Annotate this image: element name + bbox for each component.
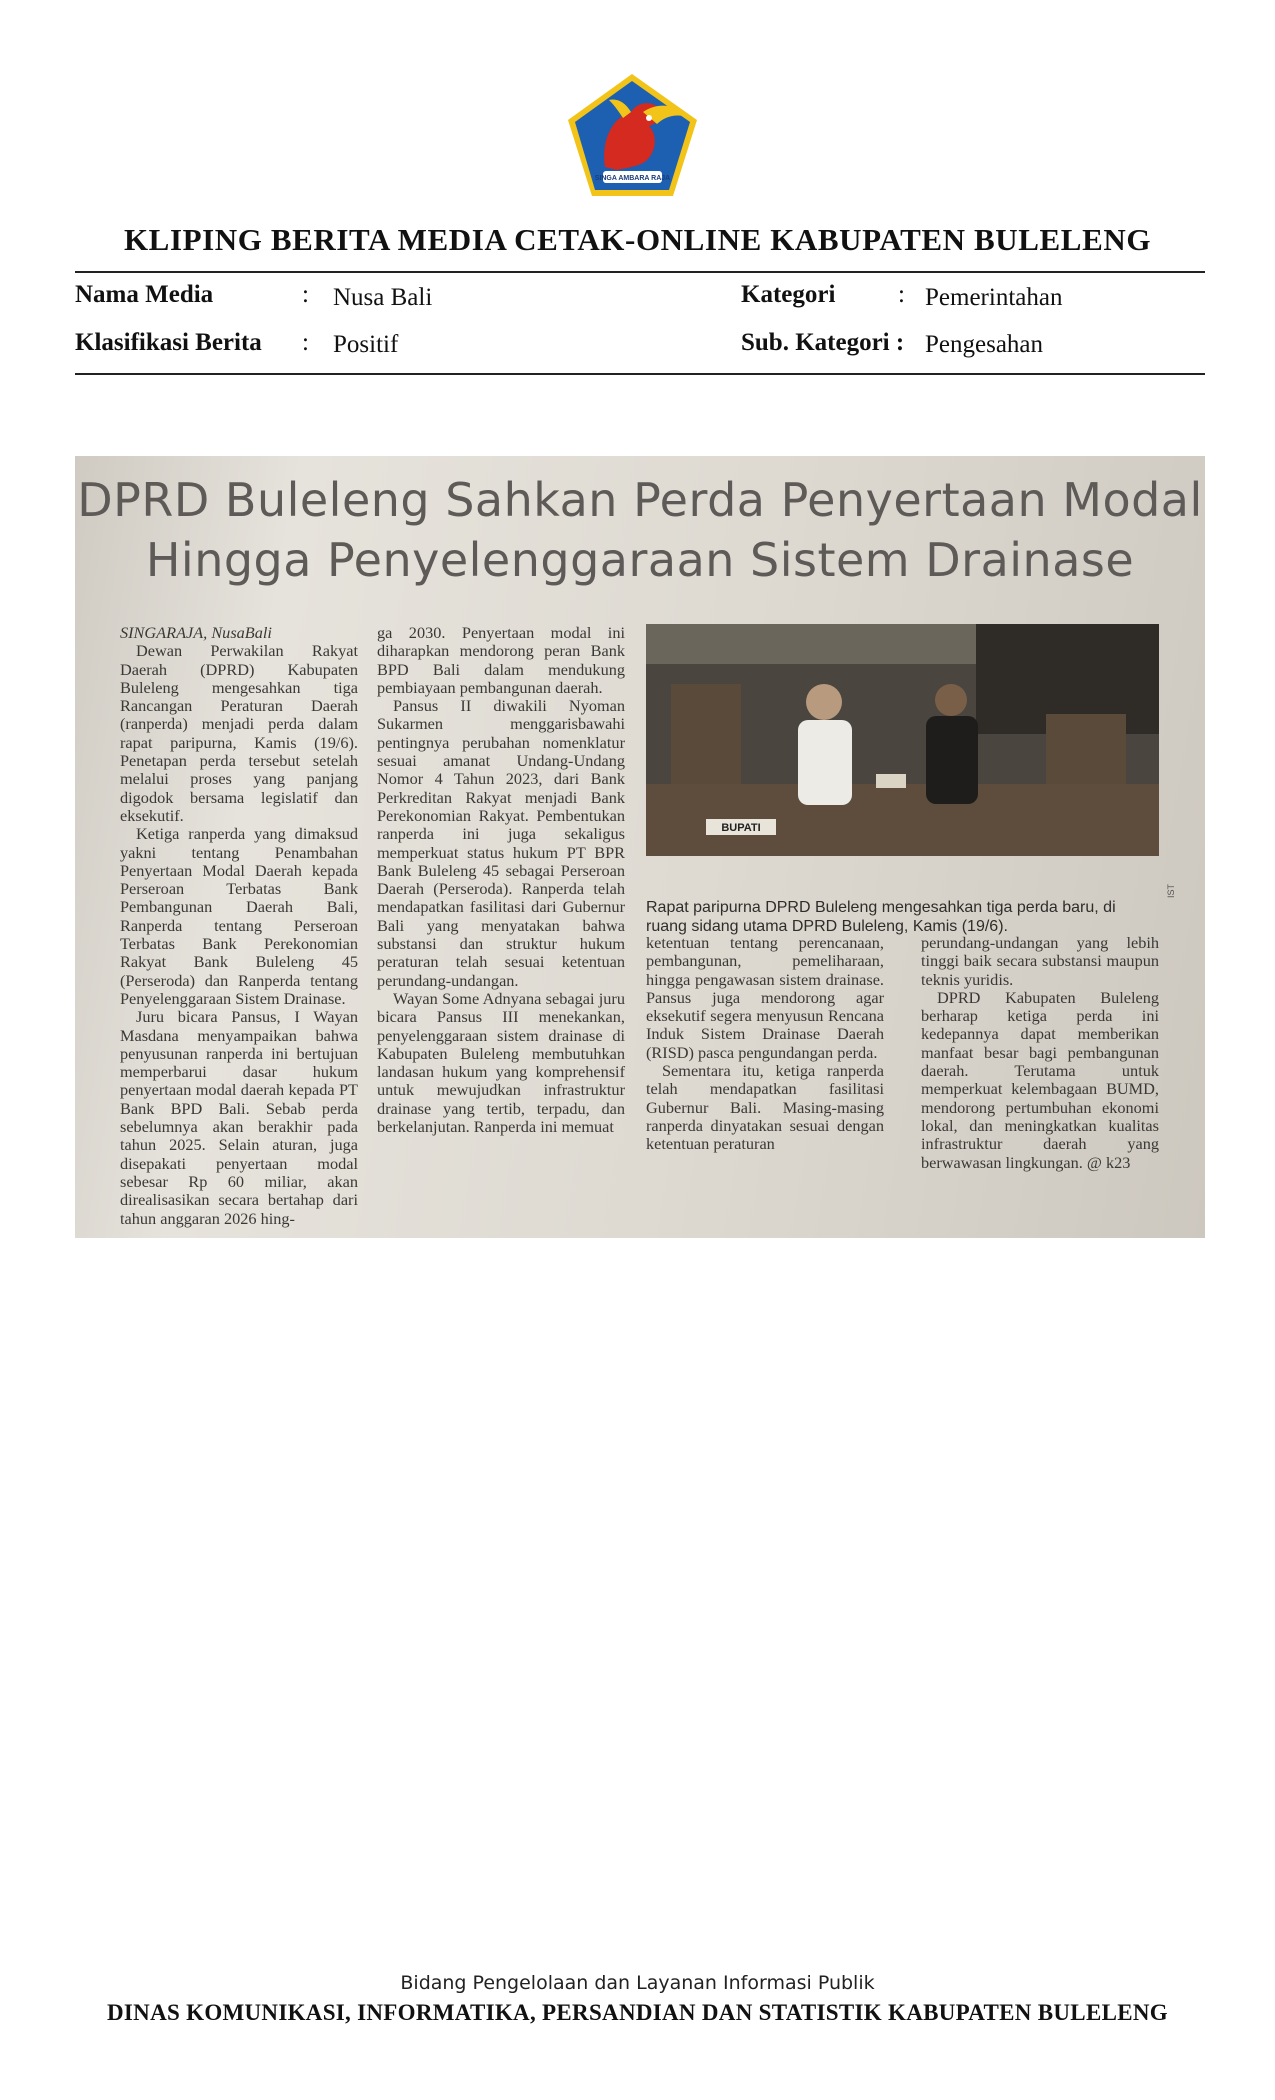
article-paragraph: DPRD Kabupaten Buleleng berharap ketiga perda ini kedepannya dapat memberikan manfaat besar bagi pembangunan daerah. Terutama untuk memperkuat kelembagaan BUMD, mendorong pertumbuhan ekonomi lokal, dan meningkatkan kualitas infrastruktur daerah yang berwawasan lingkungan. @ k23 xyxy=(921,987,1159,1172)
article-paragraph: ketentuan tentang perencanaan, pembangunan, pemeliharaan, hingga pengawasan sistem drainase. Pansus juga mendorong agar eksekutif segera menyusun Rencana Induk Sistem Drainase Daerah (RISD) pasca pengundangan perda. xyxy=(646,933,884,1062)
photo-sign-text: BUPATI xyxy=(721,822,761,834)
article-paragraph: perundang-undangan yang lebih tinggi baik secara substansi maupun teknis yuridis. xyxy=(921,933,1159,989)
footer-subtitle: Bidang Pengelolaan dan Layanan Informasi Publik xyxy=(400,1972,875,1994)
nama-media-separator: : xyxy=(302,281,309,308)
klasifikasi-separator: : xyxy=(302,329,309,356)
nama-media-value: Nusa Bali xyxy=(333,284,433,311)
logo-motto: SINGA AMBARA RAJA xyxy=(594,175,671,182)
regency-emblem xyxy=(565,72,700,200)
kategori-label: Kategori xyxy=(741,281,836,308)
header-divider-bottom xyxy=(75,373,1205,375)
article-paragraph: Ketiga ranperda yang dimaksud yakni tentang Penambahan Penyertaan Modal Daerah kepada Perseroan Terbatas Bank Pembangunan Daerah Bali, Ranperda tentang Perseroan Terbatas Bank Perekonomian Rakyat Bank Buleleng 45 (Perseroda) dan Ranperda tentang Penyelenggaraan Sistem Drainase. xyxy=(120,824,358,1008)
document-title: KLIPING BERITA MEDIA CETAK-ONLINE KABUPATEN BULELENG xyxy=(123,222,1152,257)
photo-credit: IST xyxy=(1166,883,1177,899)
article-paragraph: Pansus II diwakili Nyoman Sukarmen menggarisbawahi pentingnya perubahan nomenklatur sesuai amanat Undang-Undang Nomor 4 Tahun 2023, dari Bank Perkreditan Rakyat menjadi Bank Perekonomian Rakyat. Pembentukan ranperda ini juga sekaligus memperkuat status hukum PT BPR Bank Buleleng 45 sebagai Perseroan Daerah (Perseroda). Ranperda telah mendapatkan fasilitasi dari Gubernur Bali yang menyatakan bahwa substansi dan struktur hukum peraturan telah sesuai ketentuan perundang-undangan. xyxy=(377,696,625,990)
klasifikasi-value: Positif xyxy=(333,331,399,358)
article-paragraph: Sementara itu, ketiga ranperda telah mendapatkan fasilitasi Gubernur Bali. Masing-masing ranperda dinyatakan sesuai dengan ketentuan peraturan xyxy=(646,1061,884,1154)
article-paragraph: Wayan Some Adnyana sebagai juru bicara Pansus III menekankan, penyelenggaraan sistem drainase di Kabupaten Buleleng membutuhkan landasan hukum yang komprehensif untuk mewujudkan infrastruktur drainase yang tertib, terpadu, dan berkelanjutan. Ranperda ini memuat xyxy=(377,988,625,1137)
singa-ambara-raja-icon xyxy=(565,72,700,200)
article-column-2 xyxy=(377,624,625,1136)
article-column-1 xyxy=(120,624,358,1228)
newspaper-clipping xyxy=(75,456,1205,1238)
footer-title: DINAS KOMUNIKASI, INFORMATIKA, PERSANDIAN DAN STATISTIK KABUPATEN BULELENG xyxy=(107,2000,1168,2025)
article-paragraph: Juru bicara Pansus, I Wayan Masdana menyampaikan bahwa penyusunan ranperda ini bertujuan memperbarui dasar hukum penyertaan modal daerah kepada PT Bank BPD Bali. Sebab perda sebelumnya akan berakhir pada tahun 2025. Selain aturan, juga disepakati penyertaan modal sebesar Rp 60 miliar, akan direalisasikan secara bertahap dari tahun anggaran 2026 hing- xyxy=(120,1007,358,1228)
article-headline-line1: DPRD Buleleng Sahkan Perda Penyertaan Modal xyxy=(77,473,1203,527)
article-column-3 xyxy=(646,934,884,1154)
kategori-separator: : xyxy=(898,281,905,308)
kategori-value: Pemerintahan xyxy=(925,284,1063,311)
article-photo xyxy=(646,624,1159,856)
sub-kategori-label: Sub. Kategori : xyxy=(741,329,905,356)
header-divider-top xyxy=(75,271,1205,273)
sub-kategori-value: Pengesahan xyxy=(925,331,1044,358)
article-column-4 xyxy=(921,934,1159,1172)
klasifikasi-label: Klasifikasi Berita xyxy=(75,329,262,356)
article-dateline: SINGARAJA, NusaBali xyxy=(120,623,272,642)
article-paragraph: Dewan Perwakilan Rakyat Daerah (DPRD) Kabupaten Buleleng mengesahkan tiga Rancangan Peraturan Daerah (ranperda) menjadi perda dalam rapat paripurna, Kamis (19/6). Penetapan perda tersebut setelah melalui proses yang panjang digodok bersama legislatif dan eksekutif. xyxy=(120,641,358,825)
photo-caption: Rapat paripurna DPRD Buleleng mengesahkan tiga perda baru, di ruang sidang utama DPRD Buleleng, Kamis (19/6). xyxy=(646,899,1116,935)
article-paragraph: ga 2030. Penyertaan modal ini diharapkan mendorong peran Bank BPD Bali dalam mendukung pembiayaan pembangunan daerah. xyxy=(377,623,625,697)
nama-media-label: Nama Media xyxy=(75,281,214,308)
article-headline-line2: Hingga Penyelenggaraan Sistem Drainase xyxy=(145,533,1135,587)
